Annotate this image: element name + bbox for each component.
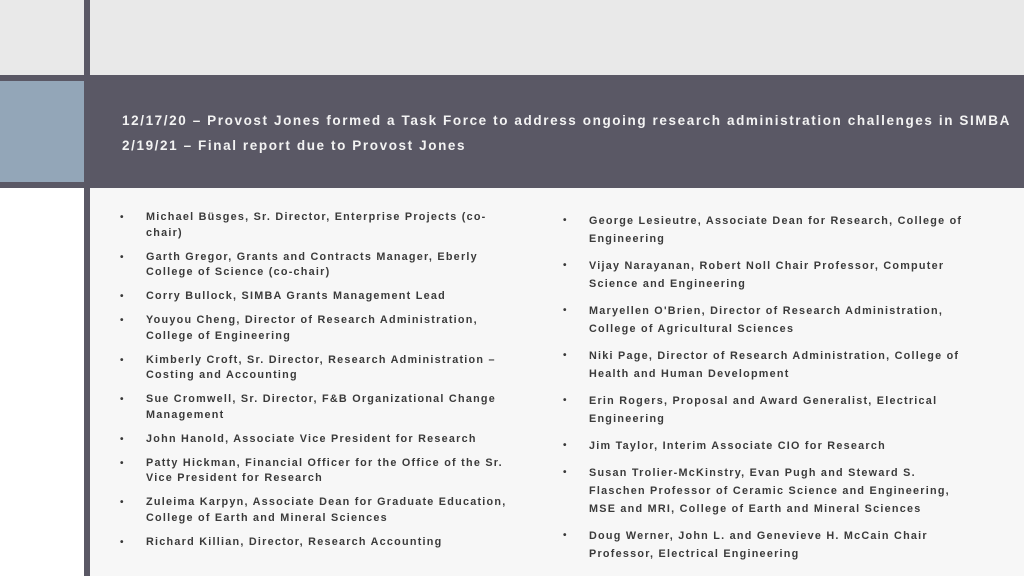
bullet-icon: • (120, 457, 125, 469)
bullet-icon: • (120, 354, 125, 366)
member-text: Kimberly Croft, Sr. Director, Research Administration – Costing and Accounting (146, 353, 496, 381)
left-member-list (120, 210, 515, 559)
list-item (120, 535, 515, 551)
bullet-icon: • (563, 395, 568, 406)
member-text: Vijay Narayanan, Robert Noll Chair Professor, Computer Science and Engineering (589, 260, 945, 290)
member-text: Niki Page, Director of Research Administration, College of Health and Human Development (589, 350, 960, 380)
member-text: Richard Killian, Director, Research Accounting (146, 535, 443, 548)
list-item (120, 495, 515, 526)
header-line-report-due: 2/19/21 – Final report due to Provost Jones (122, 138, 467, 153)
bullet-icon: • (120, 497, 125, 508)
member-text: Erin Rogers, Proposal and Award Generalist, Electrical Engineering (589, 395, 938, 425)
member-text: Susan Trolier-McKinstry, Evan Pugh and Steward S. Flaschen Professor of Ceramic Science and Engineering, MSE and MRI, College of Earth and Mineral Sciences (589, 467, 950, 515)
member-text: Jim Taylor, Interim Associate CIO for Research (589, 440, 886, 452)
member-text: George Lesieutre, Associate Dean for Research, College of Engineering (589, 215, 963, 245)
bullet-icon: • (120, 315, 125, 326)
list-item (120, 456, 515, 487)
member-text: Zuleima Karpyn, Associate Dean for Graduate Education, College of Earth and Mineral Sciences (146, 496, 507, 524)
bullet-icon: • (563, 305, 568, 316)
bullet-icon: • (563, 350, 568, 361)
list-item (563, 302, 963, 338)
list-item (563, 437, 963, 455)
bullet-icon: • (120, 291, 125, 302)
bullet-icon: • (120, 251, 125, 263)
bullet-icon: • (563, 260, 568, 271)
bullet-icon: • (563, 530, 568, 541)
bullet-icon: • (120, 394, 125, 405)
bullet-icon: • (120, 212, 125, 223)
left-bottom-block (0, 188, 84, 576)
list-item (120, 313, 515, 344)
list-item (120, 210, 515, 241)
left-top-block (0, 0, 84, 75)
side-accent-block (0, 81, 84, 182)
bullet-icon: • (563, 467, 568, 478)
bullet-icon: • (120, 536, 125, 548)
list-item (120, 392, 515, 423)
member-text: Michael Büsges, Sr. Director, Enterprise Projects (co-chair) (146, 211, 487, 239)
member-text: Maryellen O'Brien, Director of Research Administration, College of Agricultural Sciences (589, 305, 944, 335)
member-text: Patty Hickman, Financial Officer for the Office of the Sr. Vice President for Research (146, 456, 503, 484)
list-item (563, 212, 963, 248)
list-item (120, 432, 515, 448)
member-text: Garth Gregor, Grants and Contracts Manager, Eberly College of Science (co-chair) (146, 250, 478, 278)
member-text: Corry Bullock, SIMBA Grants Management Lead (146, 290, 446, 302)
bullet-icon: • (120, 433, 125, 445)
header-line-task-force: 12/17/20 – Provost Jones formed a Task Force to address ongoing research administration challenges in SIMBA (122, 113, 1011, 128)
member-text: Sue Cromwell, Sr. Director, F&B Organizational Change Management (146, 393, 497, 421)
bullet-icon: • (563, 215, 568, 226)
list-item (120, 250, 515, 281)
list-item (563, 257, 963, 293)
bullet-icon: • (563, 440, 568, 451)
list-item (120, 289, 515, 305)
list-item (120, 353, 515, 384)
list-item (563, 464, 963, 518)
header-band (90, 75, 1024, 188)
member-text: John Hanold, Associate Vice President for Research (146, 432, 477, 445)
member-text: Youyou Cheng, Director of Research Administration, College of Engineering (146, 314, 478, 342)
list-item (563, 392, 963, 428)
list-item (563, 527, 963, 563)
list-item (563, 347, 963, 383)
top-band (0, 0, 1024, 75)
right-member-list (563, 212, 963, 572)
member-text: Doug Werner, John L. and Genevieve H. McCain Chair Professor, Electrical Engineering (589, 530, 928, 560)
